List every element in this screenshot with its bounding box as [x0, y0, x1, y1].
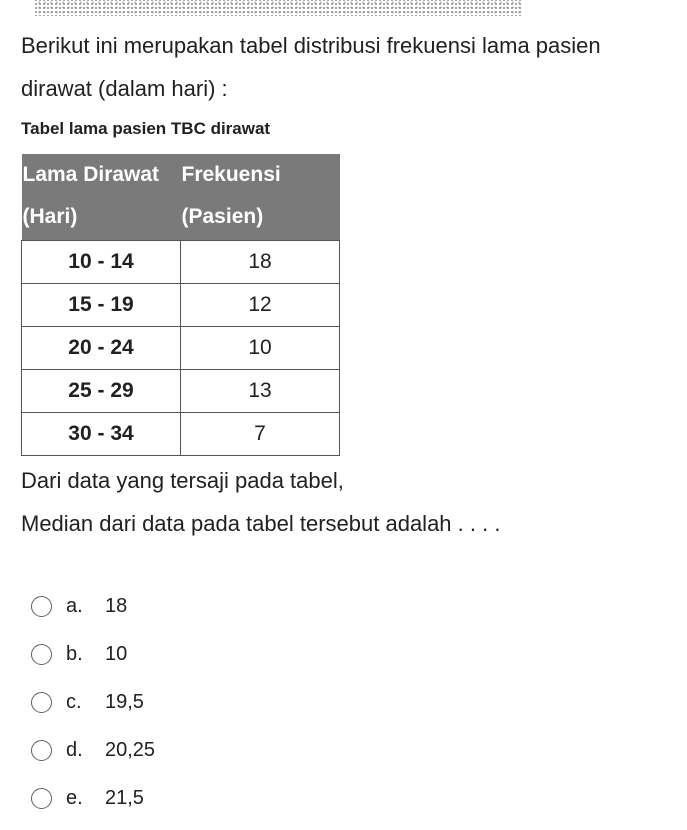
question-line-2: Median dari data pada tabel tersebut adalah . . . . — [21, 511, 501, 536]
frequency-cell: 13 — [181, 370, 340, 413]
interval-cell: 10 - 14 — [22, 241, 181, 284]
table-row — [22, 413, 340, 456]
option-d[interactable] — [31, 726, 155, 774]
table-row — [22, 370, 340, 413]
radio-button-icon[interactable] — [31, 788, 52, 809]
radio-button-icon[interactable] — [31, 740, 52, 761]
option-value: 21,5 — [105, 786, 144, 809]
frequency-cell: 12 — [181, 284, 340, 327]
header-frequency — [181, 154, 340, 241]
interval-cell: 30 - 34 — [22, 413, 181, 456]
interval-cell: 25 - 29 — [22, 370, 181, 413]
option-letter: e. — [66, 786, 83, 809]
interval-cell: 15 - 19 — [22, 284, 181, 327]
radio-button-icon[interactable] — [31, 596, 52, 617]
header-duration-line-1: Lama Dirawat — [22, 163, 160, 186]
intro-line-2: dirawat (dalam hari) : — [21, 76, 228, 101]
table-row — [22, 284, 340, 327]
option-letter: d. — [66, 738, 83, 761]
cropped-image-strip — [34, 0, 522, 16]
header-duration — [22, 154, 181, 241]
frequency-table — [21, 154, 340, 456]
frequency-cell: 7 — [181, 413, 340, 456]
radio-button-icon[interactable] — [31, 692, 52, 713]
option-letter: a. — [66, 594, 83, 617]
option-a[interactable] — [31, 582, 155, 630]
option-c[interactable] — [31, 678, 155, 726]
radio-button-icon[interactable] — [31, 644, 52, 665]
frequency-cell: 10 — [181, 327, 340, 370]
intro-text — [21, 24, 681, 110]
option-letter: b. — [66, 642, 83, 665]
option-value: 20,25 — [105, 738, 156, 761]
intro-line-1: Berikut ini merupakan tabel distribusi frekuensi lama pasien — [21, 33, 601, 58]
question-text — [21, 459, 681, 545]
option-letter: c. — [66, 690, 82, 713]
option-value: 18 — [105, 594, 128, 617]
option-value: 10 — [105, 642, 128, 665]
option-value: 19,5 — [105, 690, 144, 713]
answer-options — [31, 582, 155, 822]
header-frequency-line-1: Frekuensi — [181, 163, 281, 186]
table-header-row — [22, 154, 340, 241]
option-e[interactable] — [31, 774, 155, 822]
interval-cell: 20 - 24 — [22, 327, 181, 370]
table-row — [22, 241, 340, 284]
header-frequency-line-2: (Pasien) — [181, 205, 264, 228]
option-b[interactable] — [31, 630, 155, 678]
question-line-1: Dari data yang tersaji pada tabel, — [21, 468, 344, 493]
frequency-cell: 18 — [181, 241, 340, 284]
header-duration-line-2: (Hari) — [22, 205, 78, 228]
table-title: Tabel lama pasien TBC dirawat — [21, 119, 271, 138]
table-row — [22, 327, 340, 370]
